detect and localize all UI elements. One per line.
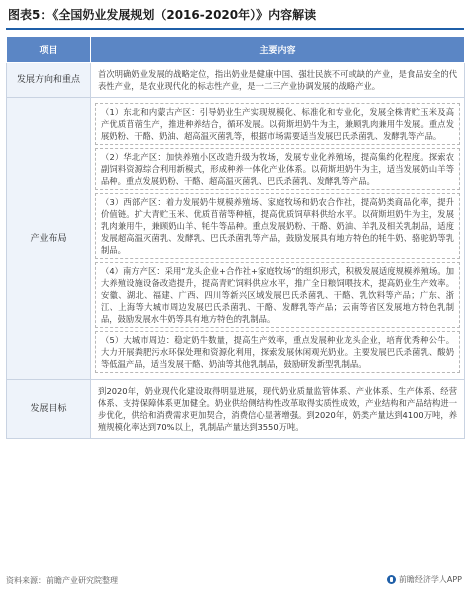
source-note: 资料来源：前瞻产业研究院整理 <box>6 576 118 585</box>
row-label-direction: 发展方向和重点 <box>7 63 91 98</box>
table-row <box>7 63 465 98</box>
table-row <box>7 380 465 439</box>
brand-name: 前瞻经济学人APP <box>398 575 462 584</box>
header-item: 项目 <box>7 37 91 63</box>
row-content-direction <box>91 63 465 98</box>
goals-text: 到2020年，奶业现代化建设取得明显进展，现代奶业质量监管体系、产业体系、生产体系、经营体系、支持保障体系更加健全。奶业供给侧结构性改革取得实质性成效，产业结构和产品结构进一步优化，供给和消费需求更加契合，消费信心显著增强。到2020年，奶类产量达到4100万吨，养殖规模化率达到70%以上，乳制品产量达到3550万吨。 <box>98 386 457 432</box>
title-divider <box>6 28 464 30</box>
region-city-suburbs: （5）大城市周边：稳定奶牛数量，提高生产效率，重点发展种业龙头企业，培育优秀种公牛。大力开展粪肥污水环保处理和资源化利用，探索发展休闲观光奶业。主要发展巴氏杀菌乳、酸奶等低温产品，适当发展干酪、奶油等其他乳制品，鼓励研发新型乳制品。 <box>95 331 460 373</box>
region-west: （3）西部产区：着力发展奶牛规模养殖场、家庭牧场和奶农合作社，提高奶类商品化率，提升价值链。扩大青贮玉米、优质苜蓿等种植，提高优质饲草料供给水平。以荷斯坦奶牛为主，发展乳肉兼用牛，兼顾奶山羊、牦牛等品种。重点发展奶粉、干酪、奶油、羊乳及相关乳制品，适度发展超高温灭菌乳、发酵乳、巴氏杀菌乳等产品，鼓励发展具有地方特色的牦牛奶、骆驼奶等乳制品。 <box>95 193 460 259</box>
table-header-row <box>7 37 465 63</box>
region-south: （4）南方产区：采用“龙头企业+合作社+家庭牧场”的组织形式，积极发展适度规模养殖场。加大养殖设施设备改造提升，提高青贮饲料供应水平，推广全日粮饲喂技术，提高奶业生产效率。安徽、湖北、福建、广西、四川等新兴区域发展巴氏杀菌乳、干酪、乳饮料等产品；广东、浙江、上海等大城市周边发展巴氏杀菌乳、干酪、发酵乳等产品；云南等省区发展地方特色乳制品，鼓励发展水牛奶等具有地方特色的乳制品。 <box>95 262 460 328</box>
qianzhan-logo-icon <box>387 575 396 584</box>
brand-credit <box>387 574 462 585</box>
header-content: 主要内容 <box>91 37 465 63</box>
row-content-layout <box>91 98 465 380</box>
row-label-goals: 发展目标 <box>7 380 91 439</box>
row-label-layout: 产业布局 <box>7 98 91 380</box>
figure-title: 图表5：《全国奶业发展规划（2016-2020年）》内容解读 <box>8 8 317 22</box>
region-northeast: （1）东北和内蒙古产区：引导奶业生产实现规模化、标准化和专业化，发展全株青贮玉米及高产优质苜蓿生产，推进种养结合，循环发展。以荷斯坦奶牛为主，兼顾乳肉兼用牛发展。重点发展奶粉、干酪、奶油、超高温灭菌乳等，根据市场需要适当发展巴氏杀菌乳、发酵乳等产品。 <box>95 103 460 145</box>
interpretation-table <box>6 36 465 439</box>
direction-text: 首次明确奶业发展的战略定位，指出奶业是健康中国、强壮民族不可或缺的产业，是食品安全的代表性产业，是农业现代化的标志性产业，是一二三产业协调发展的战略产业。 <box>98 69 457 91</box>
table-row <box>7 98 465 380</box>
row-content-goals <box>91 380 465 439</box>
region-north-china: （2）华北产区：加快养殖小区改造升级为牧场，发展专业化养殖场，提高集约化程度。探索农副饲料资源综合利用新模式，形成种养一体化产业体系。以荷斯坦奶牛为主，适当发展奶山羊等品种。重点发展奶粉、干酪、超高温灭菌乳、巴氏杀菌乳、发酵乳等产品。 <box>95 148 460 190</box>
